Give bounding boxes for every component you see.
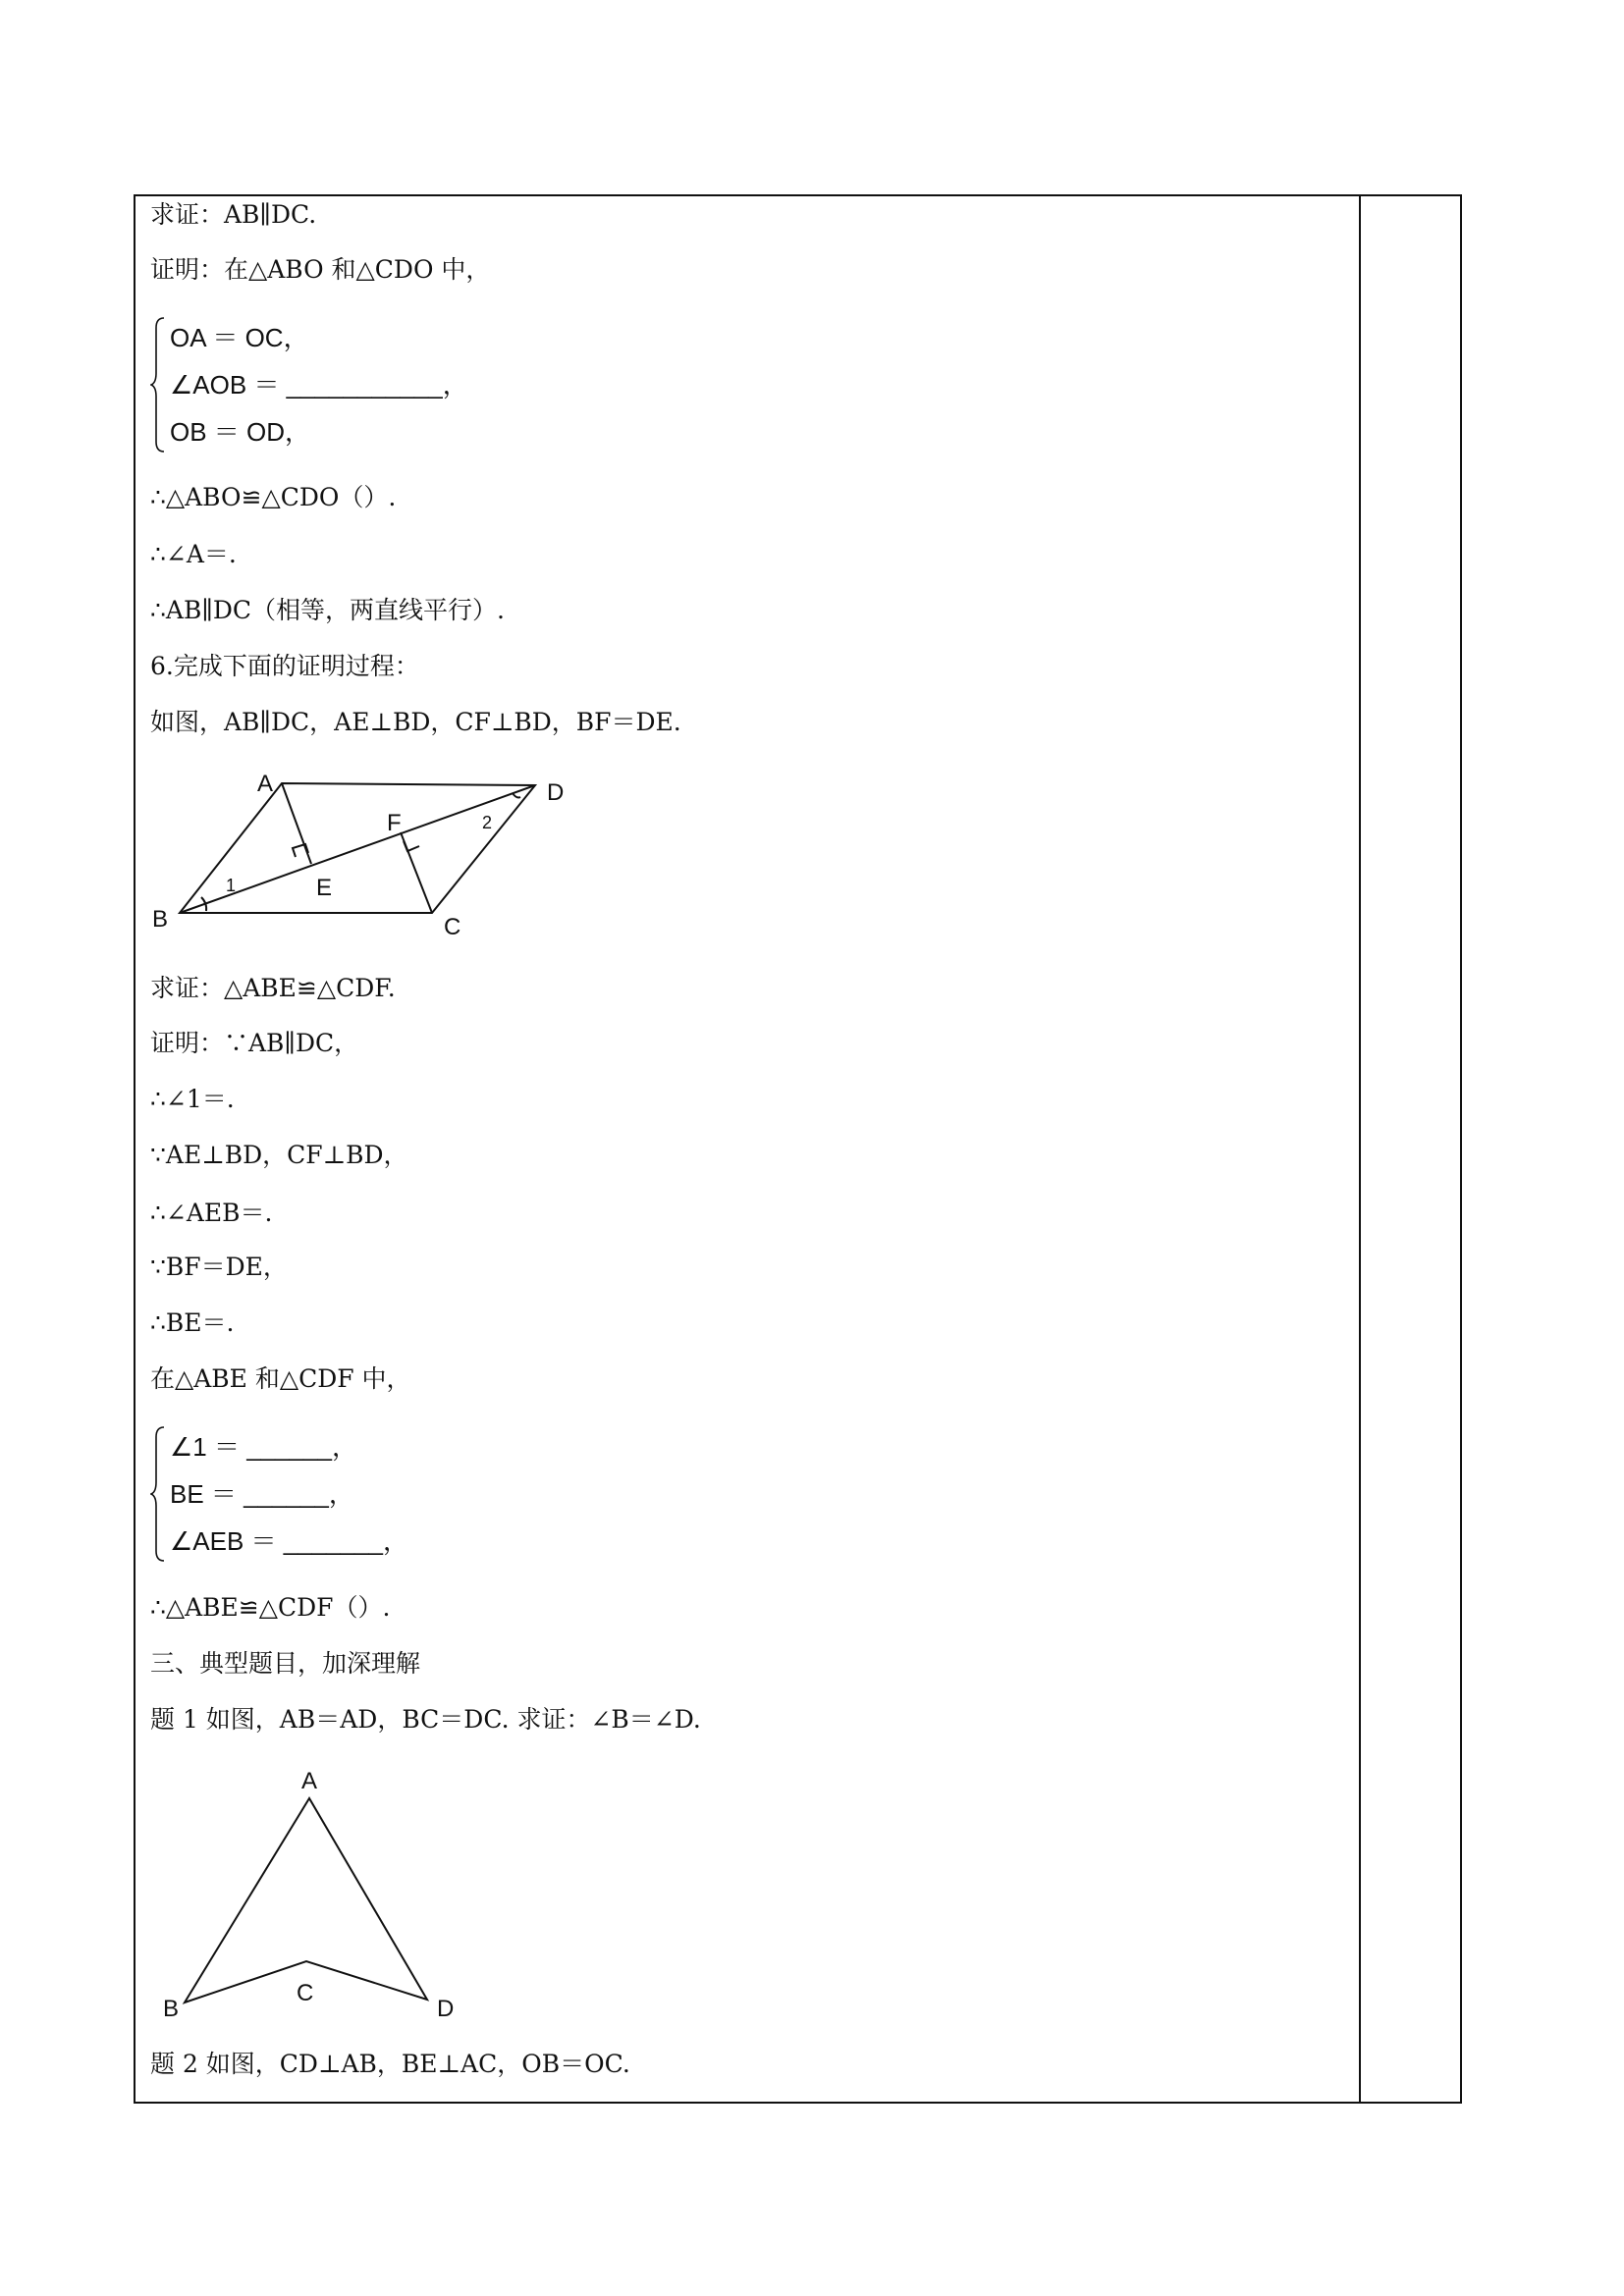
label-C: C xyxy=(444,914,461,940)
system-row: ∠AOB ＝ ___________， xyxy=(170,370,468,400)
proof-line: ∵BF＝DE， xyxy=(150,1253,288,1281)
proof-line: ∵AE⊥BD，CF⊥BD， xyxy=(150,1141,408,1169)
column-divider xyxy=(1359,194,1361,2104)
label-F: F xyxy=(387,810,402,836)
label-A: A xyxy=(257,771,274,797)
system-row: ∠1 ＝ ______， xyxy=(170,1432,357,1462)
label-B: B xyxy=(163,1996,180,2022)
prove-statement: 求证：△ABE≌△CDF. xyxy=(150,974,396,1002)
proof-line: ∴BE＝. xyxy=(150,1308,235,1337)
question-6-title: 6.完成下面的证明过程： xyxy=(150,652,419,680)
system-row: OB ＝ OD， xyxy=(170,417,311,447)
proof-line: 证明：∵AB∥DC， xyxy=(150,1029,359,1057)
equation-system-2 xyxy=(150,1425,543,1563)
label-A: A xyxy=(301,1768,318,1794)
question-6-given: 如图，AB∥DC，AE⊥BD，CF⊥BD，BF＝DE. xyxy=(150,708,681,736)
proof-line: ∴∠A＝. xyxy=(150,540,237,568)
brace-icon xyxy=(150,1425,170,1563)
label-D: D xyxy=(547,779,565,806)
section-heading: 三、典型题目，加深理解 xyxy=(150,1649,421,1678)
system-row: OA ＝ OC， xyxy=(170,323,309,352)
label-angle-1: 1 xyxy=(226,876,237,895)
problem-2: 题 2 如图，CD⊥AB，BE⊥AC，OB＝OC. xyxy=(150,2050,630,2078)
label-B: B xyxy=(152,906,169,933)
prove-statement: 求证：AB∥DC. xyxy=(150,200,317,229)
proof-line: ∴△ABO≌△CDO（）. xyxy=(150,483,397,511)
label-D: D xyxy=(437,1996,455,2022)
label-angle-2: 2 xyxy=(482,813,493,832)
proof-line: ∴∠AEB＝. xyxy=(150,1199,273,1227)
proof-line: ∴AB∥DC（相等，两直线平行）. xyxy=(150,596,505,624)
proof-line: ∴△ABE≌△CDF（）. xyxy=(150,1593,391,1622)
system-row: ∠AEB ＝ _______， xyxy=(170,1526,409,1556)
problem-1: 题 1 如图，AB＝AD，BC＝DC. 求证：∠B＝∠D. xyxy=(150,1705,701,1734)
proof-intro: 证明：在△ABO 和△CDO 中， xyxy=(150,255,491,284)
label-E: E xyxy=(316,875,333,901)
brace-icon xyxy=(150,316,170,454)
equation-system-1 xyxy=(150,316,543,454)
proof-line: ∴∠1＝. xyxy=(150,1085,235,1113)
proof-line: 在△ABE 和△CDF 中， xyxy=(150,1364,411,1393)
system-row: BE ＝ ______， xyxy=(170,1479,354,1509)
label-C: C xyxy=(297,1980,314,2006)
